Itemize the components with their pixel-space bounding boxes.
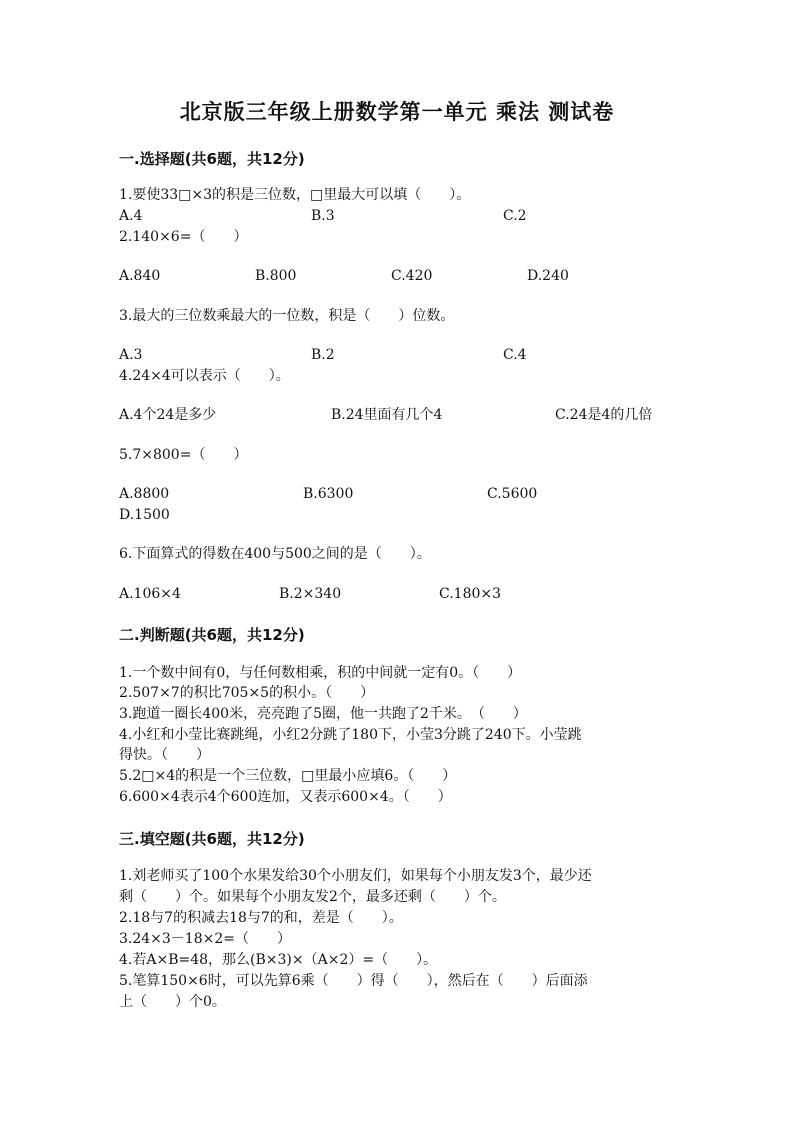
option-b[interactable]: B.24里面有几个4	[331, 407, 443, 423]
question-text: 4.24×4可以表示（ ）。	[119, 368, 290, 384]
fill-question: 2.18与7的积减去18与7的和，差是（ ）。	[119, 910, 403, 926]
option-a[interactable]: A.106×4	[119, 586, 181, 602]
tf-question: 2.507×7的积比705×5的积小。（ ）	[119, 685, 375, 701]
section-heading-true-false: 二.判断题(共6题，共12分)	[119, 626, 305, 644]
question-text: 2.140×6=（ ）	[119, 229, 248, 245]
option-c[interactable]: C.180×3	[439, 586, 502, 602]
option-b[interactable]: B.6300	[303, 486, 354, 502]
question-text: 1.要使33□×3的积是三位数，□里最大可以填（ ）。	[119, 187, 471, 203]
fill-question: 4.若A×B=48，那么(B×3)×（A×2）=（ ）。	[119, 952, 438, 968]
option-b[interactable]: B.3	[311, 208, 335, 224]
option-a[interactable]: A.4个24是多少	[119, 407, 217, 423]
option-b[interactable]: B.2×340	[279, 586, 342, 602]
option-c[interactable]: C.2	[503, 208, 527, 224]
fill-question-continued: 剩（ ）个。如果每个小朋友发2个，最多还剩（ ）个。	[119, 889, 506, 905]
option-c[interactable]: C.4	[503, 347, 527, 363]
tf-question-continued: 得快。（ ）	[119, 747, 210, 763]
option-a[interactable]: A.4	[119, 208, 143, 224]
option-c[interactable]: C.5600	[487, 486, 538, 502]
option-c[interactable]: C.420	[391, 268, 433, 284]
fill-question: 1.刘老师买了100个水果发给30个小朋友们，如果每个小朋友发3个，最少还	[119, 868, 592, 884]
fill-question-continued: 上（ ）个0。	[119, 994, 226, 1010]
option-b[interactable]: B.800	[255, 268, 297, 284]
fill-question: 3.24×3－18×2=（ ）	[119, 931, 291, 947]
section-heading-choice: 一.选择题(共6题，共12分)	[119, 150, 305, 168]
option-a[interactable]: A.840	[119, 268, 161, 284]
option-c[interactable]: C.24是4的几倍	[555, 407, 653, 423]
tf-question: 5.2□×4的积是一个三位数，□里最小应填6。（ ）	[119, 768, 457, 784]
question-text: 3.最大的三位数乘最大的一位数，积是（ ）位数。	[119, 308, 455, 324]
option-d[interactable]: D.240	[527, 268, 569, 284]
option-b[interactable]: B.2	[311, 347, 335, 363]
tf-question: 3.跑道一圈长400米，亮亮跑了5圈，他一共跑了2千米。 （ ）	[119, 706, 527, 722]
option-a[interactable]: A.8800	[119, 486, 170, 502]
tf-question: 1.一个数中间有0，与任何数相乘，积的中间就一定有0。（ ）	[119, 665, 522, 681]
question-text: 6.下面算式的得数在400与500之间的是（ ）。	[119, 546, 431, 562]
option-a[interactable]: A.3	[119, 347, 143, 363]
question-text: 5.7×800=（ ）	[119, 447, 248, 463]
option-d[interactable]: D.1500	[119, 507, 170, 523]
page-title: 北京版三年级上册数学第一单元 乘法 测试卷	[179, 100, 615, 124]
tf-question: 6.600×4表示4个600连加，又表示600×4。（ ）	[119, 789, 452, 805]
section-heading-fill-blank: 三.填空题(共6题，共12分)	[119, 830, 305, 848]
fill-question: 5.笔算150×6时，可以先算6乘（ ）得（ ），然后在（ ）后面添	[119, 973, 588, 989]
tf-question: 4.小红和小莹比赛跳绳，小红2分跳了180下，小莹3分跳了240下。小莹跳	[119, 727, 582, 743]
